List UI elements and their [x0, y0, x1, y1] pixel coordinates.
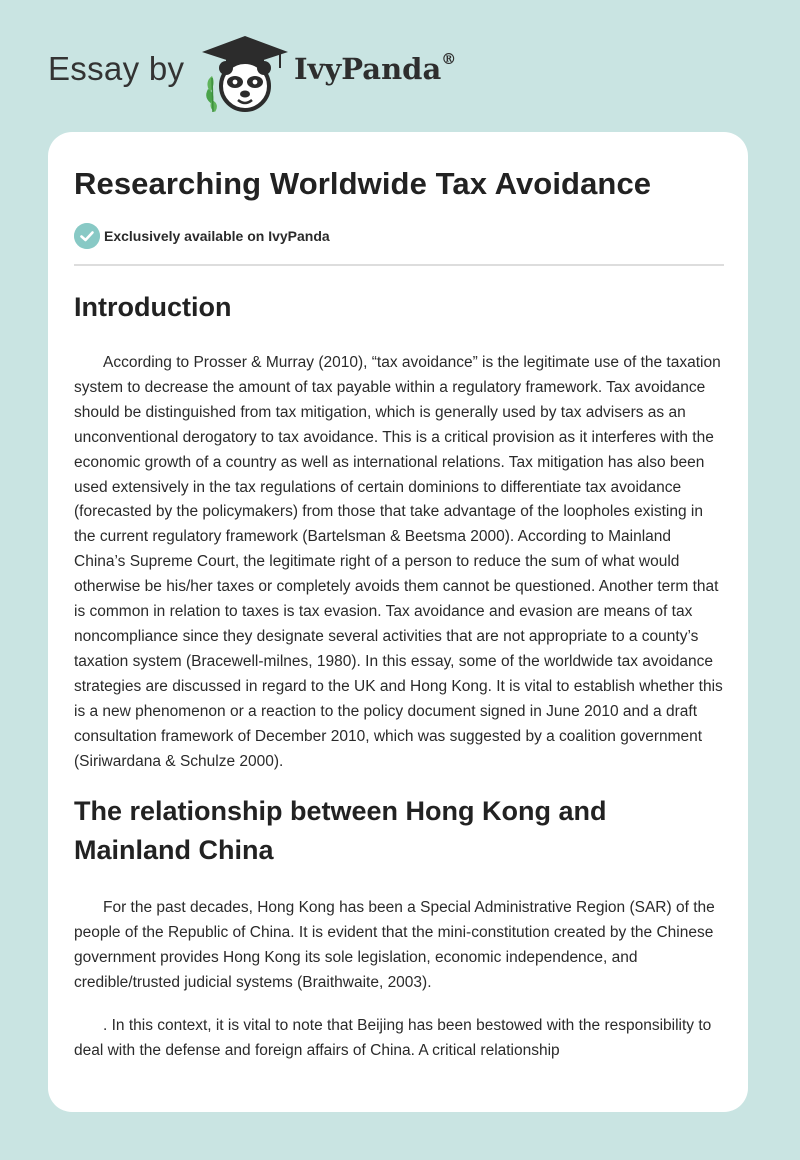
divider: [74, 264, 724, 266]
essay-by-label: Essay by: [48, 50, 185, 87]
section-heading-introduction: Introduction: [74, 292, 232, 322]
brand-name: IvyPanda®: [294, 50, 457, 86]
page-title: Researching Worldwide Tax Avoidance: [74, 166, 652, 201]
section-heading-relationship: The relationship between Hong Kong and Mainland China: [74, 796, 607, 866]
exclusive-label: Exclusively available on IvyPanda: [104, 228, 330, 244]
ivypanda-logo-icon[interactable]: [200, 34, 290, 114]
check-circle-icon: [74, 223, 100, 249]
registered-mark: ®: [441, 50, 457, 68]
paragraph: . In this context, it is vital to note that Beijing has been bestowed with the responsibility to deal with the defense and foreign affairs of China. A critical relationship: [74, 1017, 712, 1059]
site-header: [48, 30, 508, 120]
paragraph: According to Prosser & Murray (2010), “tax avoidance” is the legitimate use of the taxation system to decrease the amount of tax payable within a regulatory framework. Tax avoidance should be distinguished from tax mitigation, which is generally used by tax advisers as an unconventional derogatory to tax avoidance. This is a critical provision as it interferes with the economic growth of a country as well as international relations. Tax mitigation has also been used extensively in the tax regulations of certain dominions to differentiate tax avoidance (forecasted by the policymakers) from those that take advantage of the loopholes existing in the current regulatory framework (Bartelsman & Beetsma 2000). According to Mainland China’s Supreme Court, the legitimate right of a person to reduce the sum of what would otherwise be his/her taxes or completely avoids them cannot be questioned. Another term that is common in relation to taxes is tax evasion. Tax avoidance and evasion are means of tax noncompliance since they designate several activities that are not appropriate to a county’s taxation system (Bracewell-milnes, 1980). In this essay, some of the worldwide tax avoidance strategies are discussed in regard to the UK and Hong Kong. It is vital to establish whether this is a new phenomenon or a reaction to the policy document signed in June 2010 and a draft consultation framework of December 2010, which was suggested by a coalition government (Siriwardana & Schulze 2000).: [74, 354, 723, 770]
article-card: [48, 132, 748, 1112]
exclusive-badge: [74, 222, 724, 250]
paragraph: For the past decades, Hong Kong has been a Special Administrative Region (SAR) of the people of the Republic of China. It is evident that the mini-constitution created by the Chinese government provides Hong Kong its sole legislation, economic independence, and credible/trusted judicial systems (Braithwaite, 2003).: [74, 899, 715, 992]
